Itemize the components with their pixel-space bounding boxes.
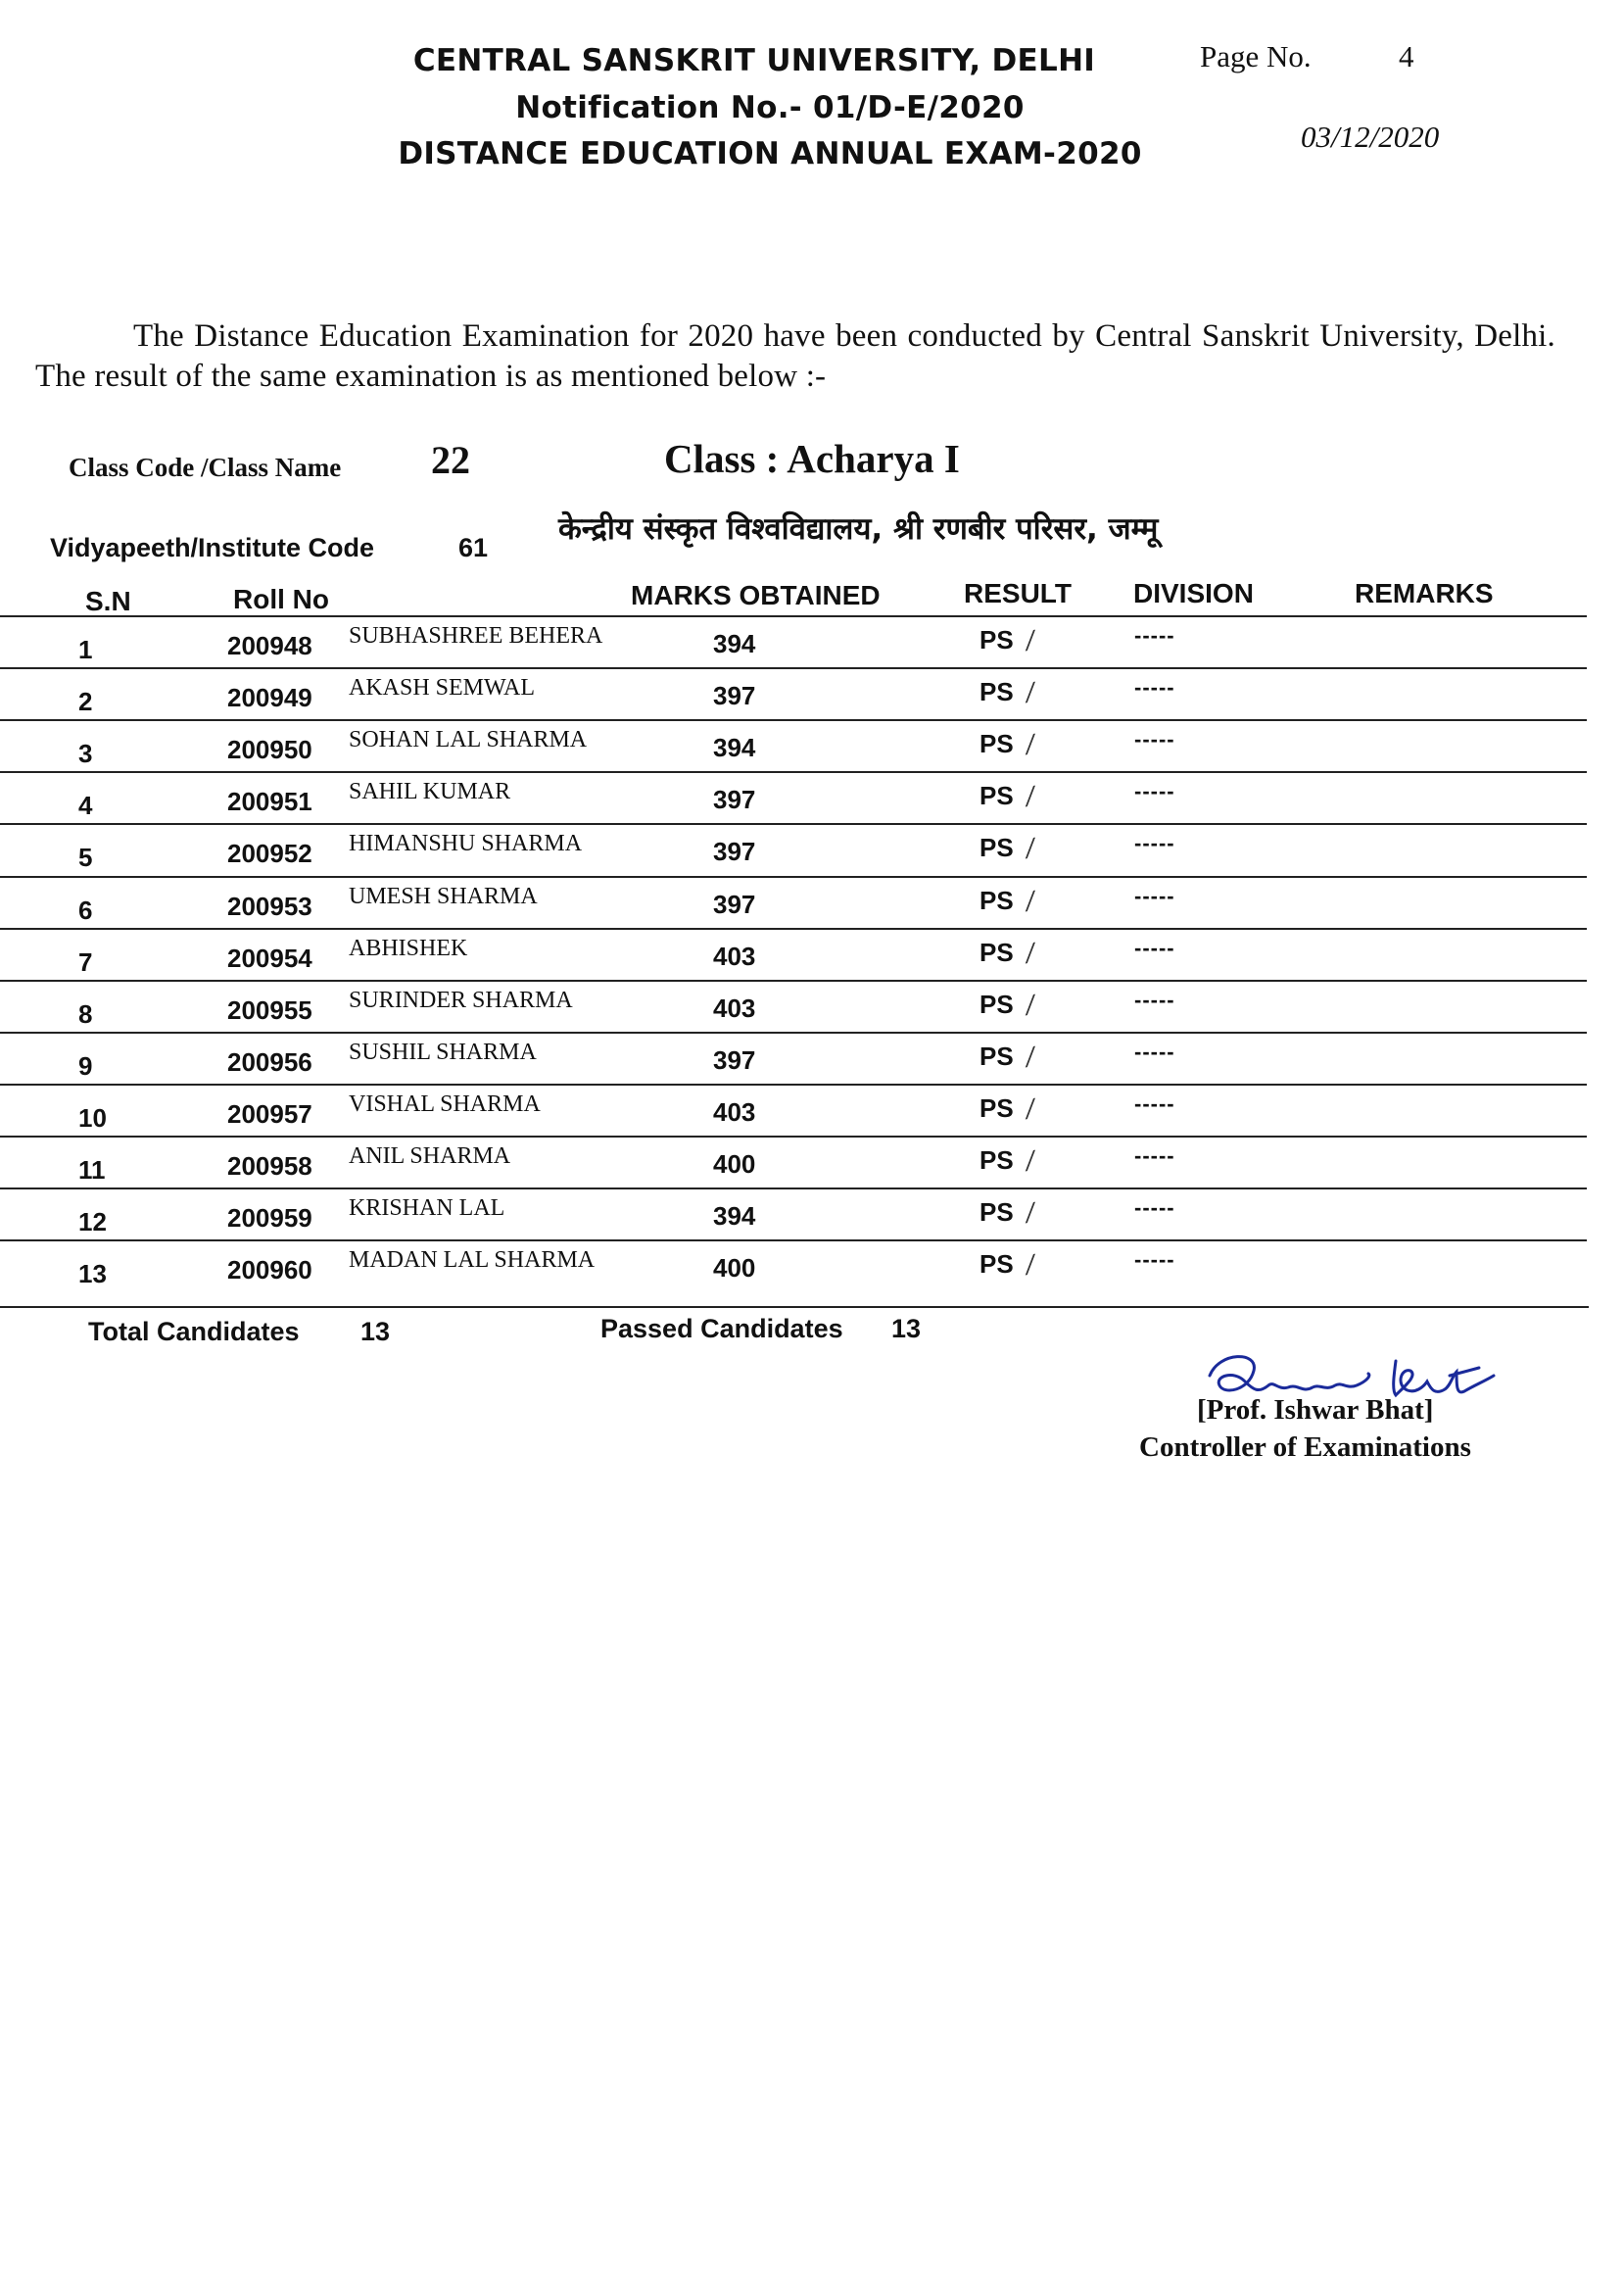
row-sn: 3 [78, 739, 93, 769]
row-roll-no: 200951 [227, 787, 312, 817]
row-marks: 394 [713, 629, 756, 658]
tick-mark-icon: ⁄ [1026, 939, 1035, 969]
row-division: ----- [1134, 883, 1175, 908]
row-roll-no: 200952 [227, 839, 312, 869]
row-marks: 397 [713, 1044, 756, 1075]
row-rule [0, 719, 1587, 721]
column-header-roll-no: Roll No [233, 584, 329, 614]
row-marks: 394 [713, 733, 756, 763]
page-number-label: Page No. [1200, 39, 1312, 73]
tick-mark-icon: ⁄ [1026, 835, 1035, 865]
tick-mark-icon: ⁄ [1026, 1146, 1035, 1178]
table-row [0, 928, 1624, 981]
table-row [0, 1032, 1624, 1085]
row-roll-no: 200958 [227, 1151, 312, 1181]
column-header-division: DIVISION [1133, 578, 1254, 608]
tick-mark-icon: ⁄ [1026, 991, 1035, 1021]
row-result: PS [979, 677, 1014, 707]
row-sn: 11 [78, 1155, 106, 1185]
tick-mark-icon: ⁄ [1026, 678, 1035, 709]
row-candidate-name: ABHISHEK [349, 935, 468, 961]
row-sn: 10 [78, 1102, 107, 1133]
row-rule [0, 771, 1587, 773]
row-division: ----- [1134, 1091, 1175, 1116]
university-name: CENTRAL SANSKRIT UNIVERSITY, DELHI [412, 43, 1096, 78]
row-division: ----- [1134, 1039, 1175, 1064]
row-rule [0, 1136, 1587, 1138]
class-code-label: Class Code /Class Name [69, 453, 342, 482]
row-result: PS [979, 625, 1014, 654]
row-sn: 13 [78, 1259, 107, 1289]
signatory-name: [Prof. Ishwar Bhat] [1197, 1394, 1434, 1426]
row-candidate-name: KRISHAN LAL [349, 1195, 505, 1222]
signatory-title: Controller of Examinations [1139, 1431, 1471, 1463]
row-marks: 403 [713, 941, 756, 971]
row-sn: 12 [78, 1207, 107, 1237]
row-division: ----- [1134, 1143, 1175, 1168]
table-bottom-rule [0, 1306, 1589, 1308]
table-row [0, 771, 1624, 824]
row-candidate-name: SUBHASHREE BEHERA [349, 623, 603, 649]
row-division: ----- [1134, 935, 1175, 960]
tick-mark-icon: ⁄ [1026, 887, 1035, 917]
institute-name: केन्द्रीय संस्कृत विश्वविद्यालय, श्री रणबीर परिसर, जम्मू [558, 511, 1159, 547]
passed-candidates-label: Passed Candidates [600, 1314, 843, 1343]
row-sn: 8 [78, 998, 93, 1029]
row-result: PS [979, 1249, 1014, 1280]
row-roll-no: 200953 [227, 891, 312, 921]
page-number: 4 [1399, 39, 1414, 73]
table-row [0, 980, 1624, 1033]
exam-title: DISTANCE EDUCATION ANNUAL EXAM-2020 [398, 136, 1142, 171]
table-row [0, 1239, 1624, 1292]
row-roll-no: 200956 [227, 1046, 312, 1077]
row-candidate-name: ANIL SHARMA [349, 1143, 511, 1169]
row-marks: 397 [713, 837, 756, 867]
table-row [0, 1084, 1624, 1137]
tick-mark-icon: ⁄ [1026, 1094, 1035, 1126]
row-marks: 400 [713, 1149, 756, 1179]
row-division: ----- [1134, 779, 1175, 804]
total-candidates: 13 [360, 1317, 391, 1346]
institute-code-label: Vidyapeeth/Institute Code [50, 533, 375, 562]
tick-mark-icon: ⁄ [1026, 626, 1035, 657]
total-candidates-label: Total Candidates [88, 1317, 300, 1346]
row-sn: 6 [78, 895, 93, 925]
column-header-result: RESULT [964, 578, 1072, 608]
row-marks: 394 [713, 1201, 756, 1232]
institute-code: 61 [458, 533, 489, 562]
row-candidate-name: AKASH SEMWAL [349, 675, 536, 702]
row-candidate-name: SOHAN LAL SHARMA [349, 727, 588, 753]
row-result: PS [979, 833, 1014, 863]
tick-mark-icon: ⁄ [1026, 1042, 1035, 1073]
table-row [0, 667, 1624, 720]
row-sn: 9 [78, 1050, 93, 1081]
row-rule [0, 980, 1587, 982]
row-division: ----- [1134, 675, 1175, 701]
row-roll-no: 200960 [227, 1255, 312, 1285]
row-division: ----- [1134, 1195, 1175, 1221]
row-result: PS [979, 1145, 1014, 1175]
row-roll-no: 200949 [227, 683, 312, 713]
row-sn: 4 [78, 791, 93, 821]
row-roll-no: 200954 [227, 943, 312, 973]
row-rule [0, 823, 1587, 825]
row-candidate-name: SUSHIL SHARMA [349, 1039, 537, 1065]
row-marks: 397 [713, 785, 756, 815]
tick-mark-icon: ⁄ [1026, 1198, 1035, 1230]
row-rule [0, 615, 1587, 617]
row-sn: 5 [78, 843, 93, 873]
row-candidate-name: SURINDER SHARMA [349, 987, 573, 1013]
class-name: Class : Acharya I [664, 436, 960, 481]
row-division: ----- [1134, 1247, 1175, 1273]
row-rule [0, 667, 1587, 669]
tick-mark-icon: ⁄ [1026, 731, 1035, 761]
row-roll-no: 200950 [227, 735, 312, 765]
row-division: ----- [1134, 727, 1175, 752]
table-row [0, 876, 1624, 929]
passed-candidates: 13 [891, 1314, 922, 1343]
intro-paragraph: The Distance Education Examination for 2020 have been conducted by Central Sanskrit University, Delhi. The result of the same examination is as mentioned below :- [35, 318, 1555, 394]
row-result: PS [979, 885, 1014, 915]
row-division: ----- [1134, 831, 1175, 856]
row-result: PS [979, 1092, 1014, 1123]
notification-number: Notification No.- 01/D-E/2020 [515, 90, 1025, 125]
row-rule [0, 1032, 1587, 1034]
row-marks: 397 [713, 681, 756, 711]
tick-mark-icon: ⁄ [1026, 1251, 1035, 1282]
row-result: PS [979, 1041, 1014, 1071]
class-code: 22 [431, 438, 470, 482]
row-rule [0, 1187, 1587, 1189]
row-rule [0, 1084, 1587, 1086]
row-candidate-name: HIMANSHU SHARMA [349, 831, 583, 857]
row-division: ----- [1134, 623, 1175, 648]
table-row [0, 719, 1624, 772]
row-marks: 397 [713, 889, 756, 919]
notification-date: 03/12/2020 [1301, 120, 1440, 154]
row-candidate-name: MADAN LAL SHARMA [349, 1247, 596, 1274]
row-marks: 403 [713, 993, 756, 1023]
row-candidate-name: VISHAL SHARMA [349, 1091, 541, 1117]
row-sn: 7 [78, 946, 93, 977]
row-result: PS [979, 937, 1014, 967]
row-sn: 1 [78, 635, 93, 664]
row-roll-no: 200959 [227, 1203, 312, 1234]
table-row [0, 615, 1624, 668]
row-marks: 400 [713, 1253, 756, 1284]
table-row [0, 1136, 1624, 1188]
row-candidate-name: SAHIL KUMAR [349, 779, 511, 805]
row-sn: 2 [78, 687, 93, 717]
column-header-remarks: REMARKS [1355, 578, 1494, 608]
row-result: PS [979, 729, 1014, 759]
row-roll-no: 200948 [227, 631, 312, 660]
row-roll-no: 200957 [227, 1098, 312, 1129]
column-header-sn: S.N [85, 586, 131, 616]
tick-mark-icon: ⁄ [1026, 783, 1035, 813]
row-division: ----- [1134, 987, 1175, 1012]
row-candidate-name: UMESH SHARMA [349, 883, 538, 909]
row-result: PS [979, 781, 1014, 811]
row-roll-no: 200955 [227, 994, 312, 1025]
row-result: PS [979, 989, 1014, 1019]
column-header-marks: MARKS OBTAINED [631, 580, 881, 610]
table-row [0, 1187, 1624, 1240]
row-result: PS [979, 1197, 1014, 1228]
row-rule [0, 1239, 1587, 1241]
row-rule [0, 876, 1587, 878]
row-marks: 403 [713, 1096, 756, 1127]
table-row [0, 823, 1624, 876]
row-rule [0, 928, 1587, 930]
